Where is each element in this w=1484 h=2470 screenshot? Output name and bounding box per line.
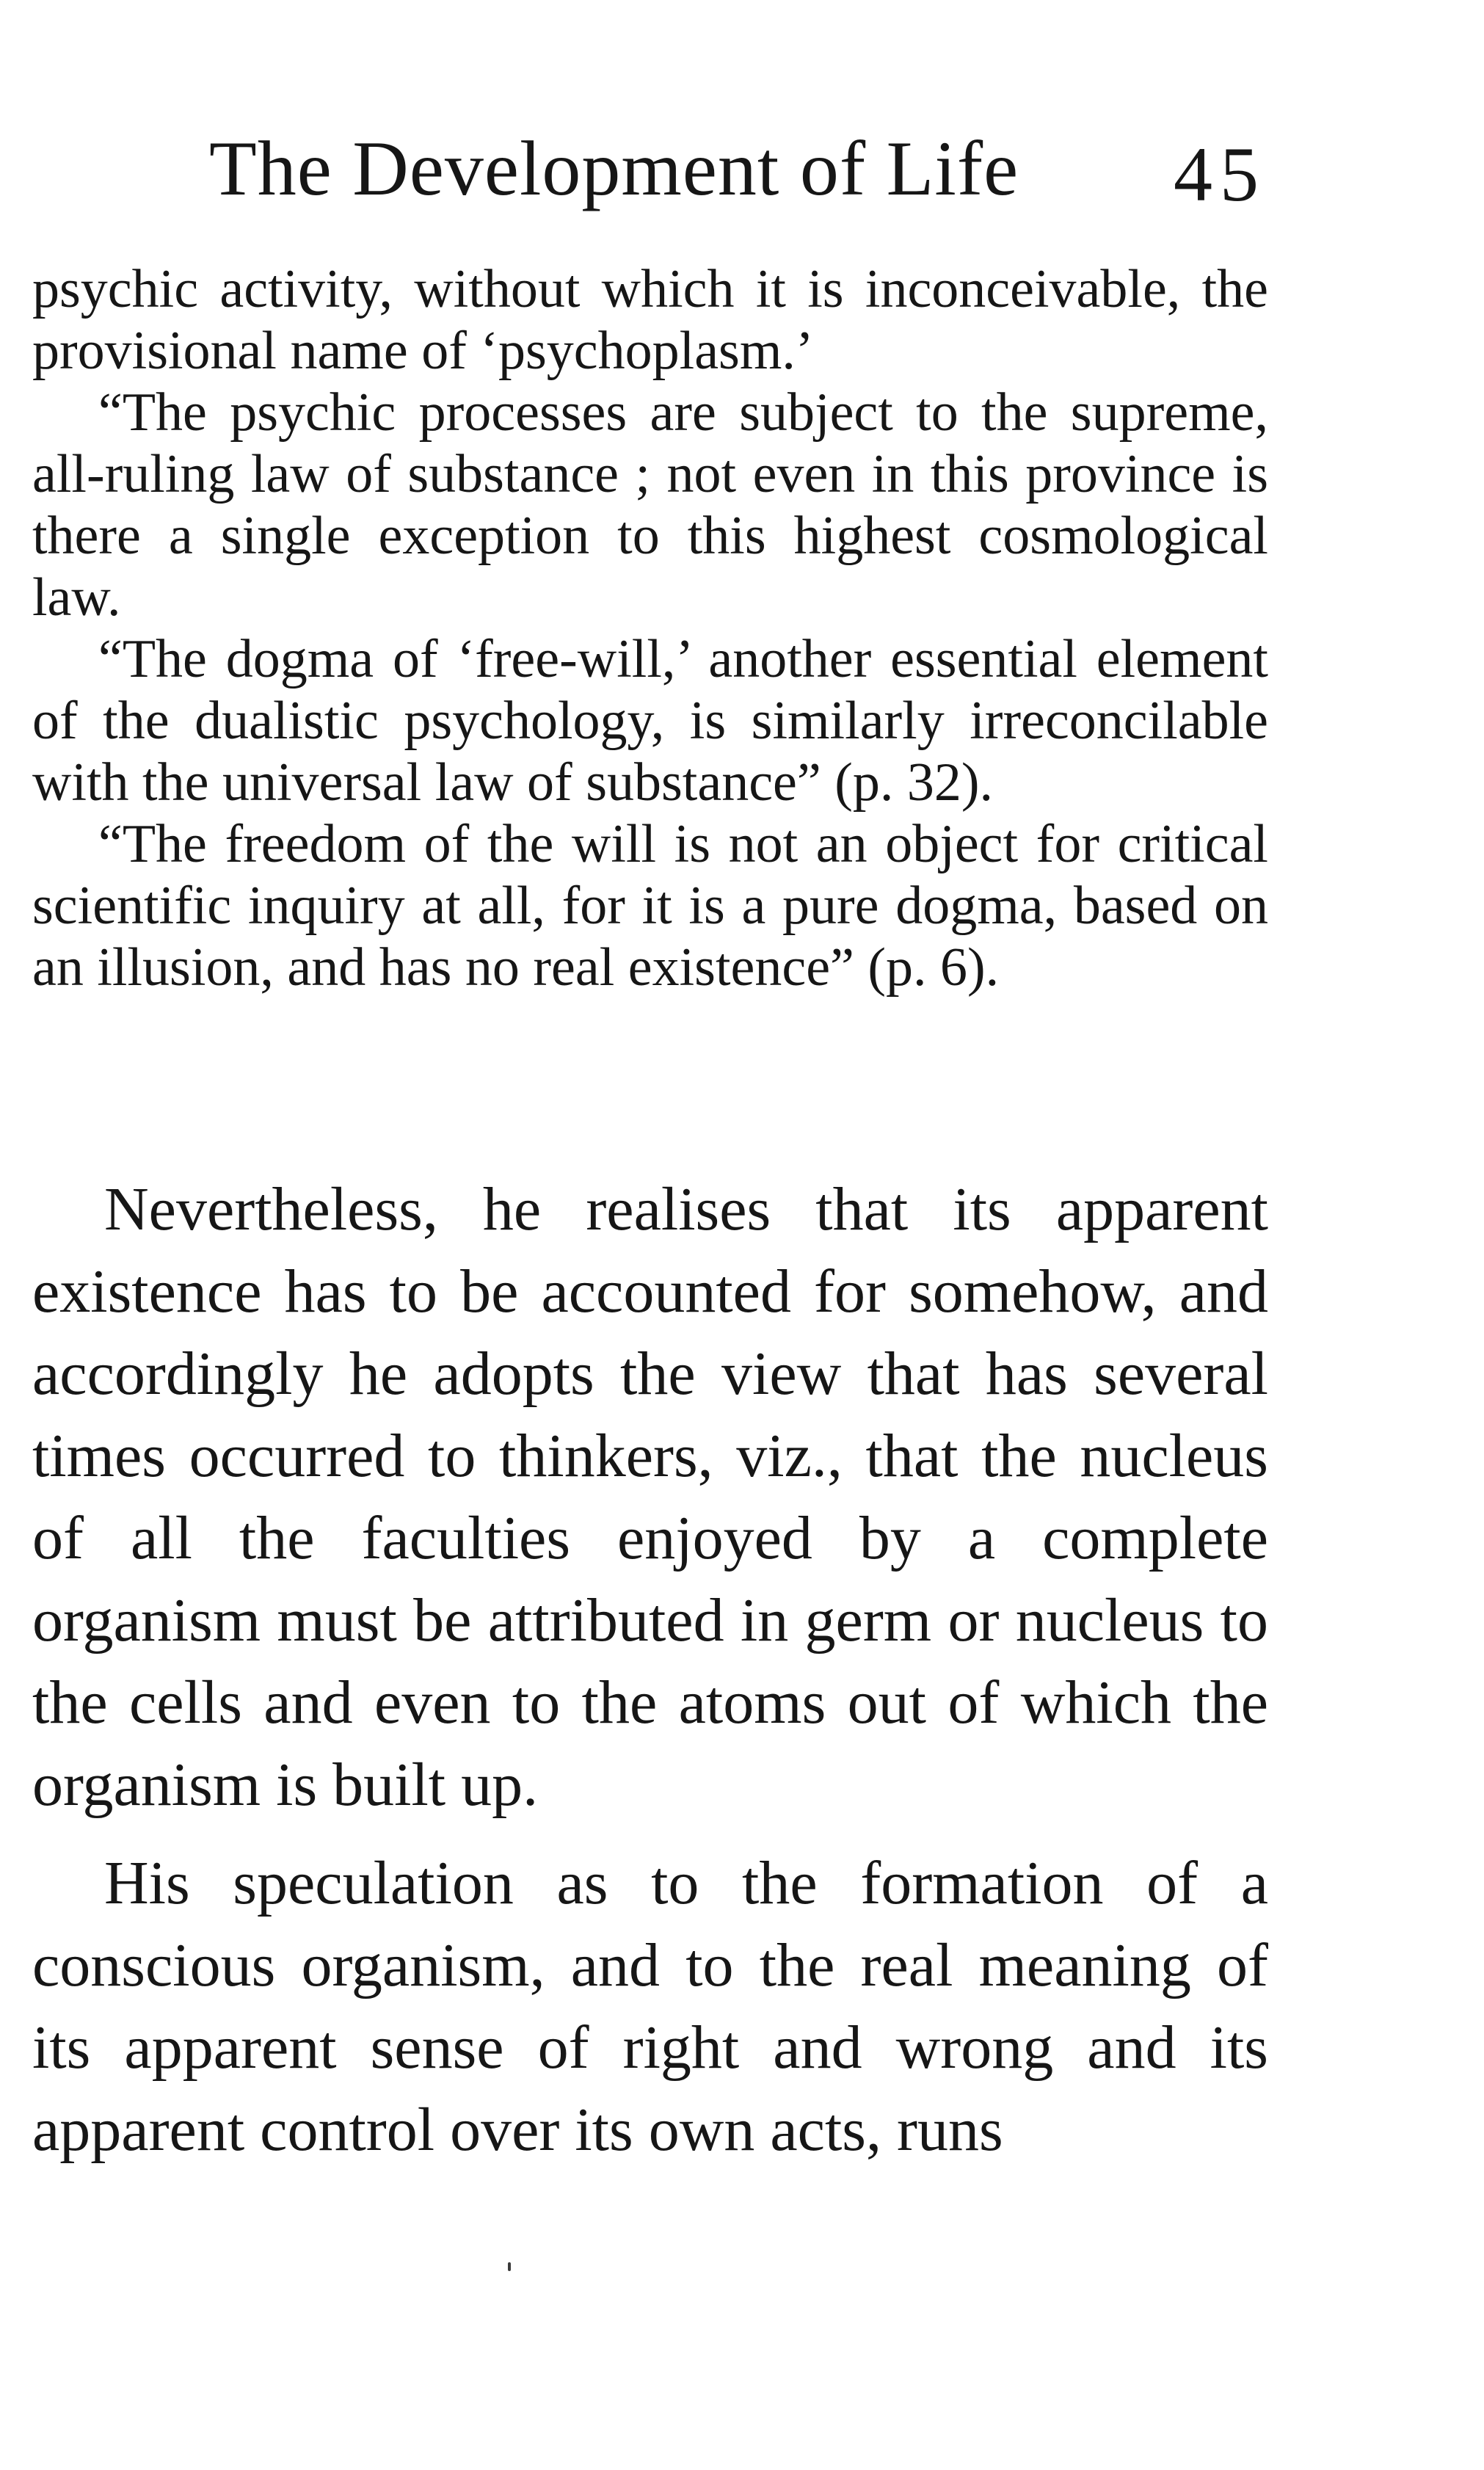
running-header: [209, 121, 1266, 217]
body-paragraph-1: Nevertheless, he realises that its apparent existence has to be accounted for somehow, and accordingly he adopts the view that has several times occurred to thinkers, viz., that the nucleus of all the faculties enjoyed by a complete organism must be attributed in germ or nucleus to the cells and even to the atoms out of which the organism is built up.: [32, 1175, 1268, 1819]
quote-paragraph-2: “The psychic processes are subject to the supreme, all-ruling law of substance ; not even in this province is there a single exception to this highest cosmological law.: [32, 382, 1268, 628]
quoted-passage: [32, 258, 1268, 998]
quote-paragraph-3: “The dogma of ‘free-will,’ another essential element of the dualistic psychology, is similarly irreconcilable with the universal law of substance” (p. 32).: [32, 629, 1268, 813]
quote-paragraph-1: psychic activity, without which it is inconceivable, the provisional name of ‘psychoplasm.’: [32, 259, 1268, 381]
running-title: The Development of Life: [209, 126, 1019, 211]
body-paragraph-2: His speculation as to the formation of a conscious organism, and to the real meaning of its apparent sense of right and wrong and its apparent control over its own acts, runs: [32, 1849, 1268, 2164]
page-number: 45: [1174, 131, 1266, 217]
body-text: [32, 1169, 1268, 2171]
quote-paragraph-4: “The freedom of the will is not an object for critical scientific inquiry at all, for it is a pure dogma, based on an illusion, and has no real existence” (p. 6).: [32, 814, 1268, 998]
print-speck: [508, 2262, 511, 2271]
